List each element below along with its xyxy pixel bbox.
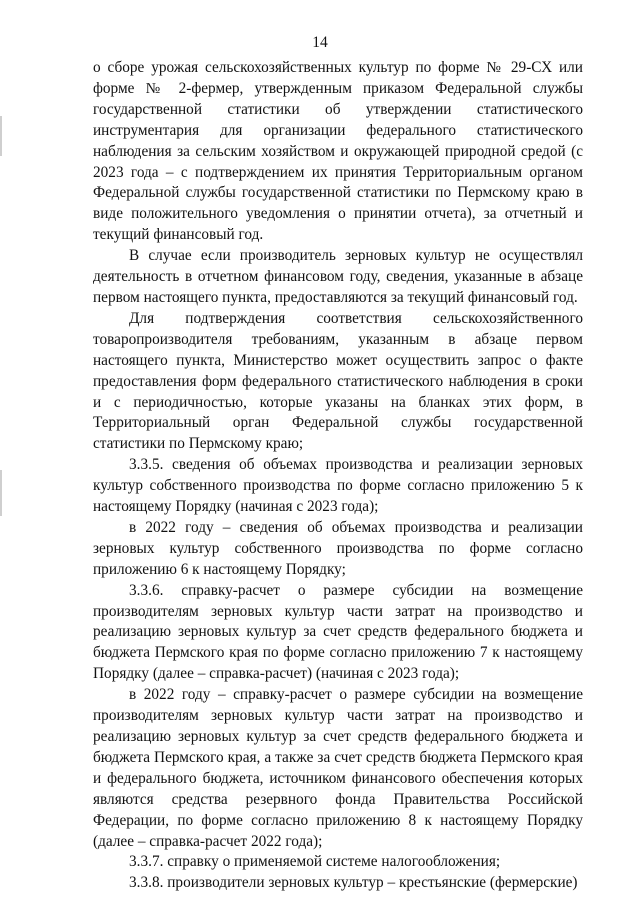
paragraph-item-3-3-8: 3.3.8. производители зерновых культур – крестьянские (фермерские) bbox=[129, 874, 578, 892]
paragraph-item-3-3-7: 3.3.7. справку о применяемой системе налогообложения; bbox=[129, 853, 501, 871]
scan-edge-mark-bottom bbox=[0, 470, 2, 516]
paragraph: Для подтверждения соответствия сельскохозяйственного товаропроизводителя требованиям, указанным в абзаце первом настоящего пункта, Министерство может осуществить запрос о факте предоставления форм федерального статистического наблюдения в сроки и с периодичностью, которые указаны на бланках этих форм, в Территориальный орган Федеральной службы государственной статистики по Пермскому краю; bbox=[93, 309, 583, 453]
scan-edge-mark-top bbox=[0, 116, 2, 156]
paragraph: в 2022 году – сведения об объемах производства и реализации зерновых культур собственного производства по форме согласно приложению 6 к настоящему Порядку; bbox=[93, 518, 583, 578]
paragraph: В случае если производитель зерновых культур не осуществлял деятельность в отчетном финансовом году, сведения, указанные в абзаце первом настоящего пункта, предоставляются за текущий финансовый год. bbox=[93, 247, 583, 306]
paragraph-item-3-3-5: 3.3.5. сведения об объемах производства и реализации зерновых культур собственного производства по форме согласно приложению 5 к настоящему Порядку (начиная с 2023 года); bbox=[93, 456, 583, 516]
paragraph-continuation: о сборе урожая сельскохозяйственных культур по форме № 29-СХ или форме № 2-фермер, утвержденным приказом Федеральной службы государственной статистики об утверждении статистического инструментария для организации федерального статистического наблюдения за сельским хозяйством и окружающей природной средой (с 2023 года – с подтверждением их принятия Территориальным органом Федеральной службы государственной статистики по Пермскому краю в виде положительного уведомления о принятии отчета), за отчетный и текущий финансовый год. bbox=[93, 59, 583, 244]
paragraph: в 2022 году – справку-расчет о размере субсидии на возмещение производителям зерновых культур части затрат на производство и реализацию зерновых культур за счет средств федерального бюджета и бюджета Пермского края, а также за счет средств бюджета Пермского края и федерального бюджета, источником финансового обеспечения которых являются средства резервного фонда Правительства Российской Федерации, по форме согласно приложению 8 к настоящему Порядку (далее – справка-расчет 2022 года); bbox=[93, 686, 583, 850]
page-number: 14 bbox=[312, 34, 328, 51]
document-body bbox=[93, 58, 583, 894]
paragraph-item-3-3-6: 3.3.6. справку-расчет о размере субсидии на возмещение производителям зерновых культур части затрат на производство и реализацию зерновых культур за счет средств федерального бюджета и бюджета Пермского края по форме согласно приложению 7 к настоящему Порядку (далее – справка-расчет) (начиная с 2023 года); bbox=[93, 581, 583, 683]
